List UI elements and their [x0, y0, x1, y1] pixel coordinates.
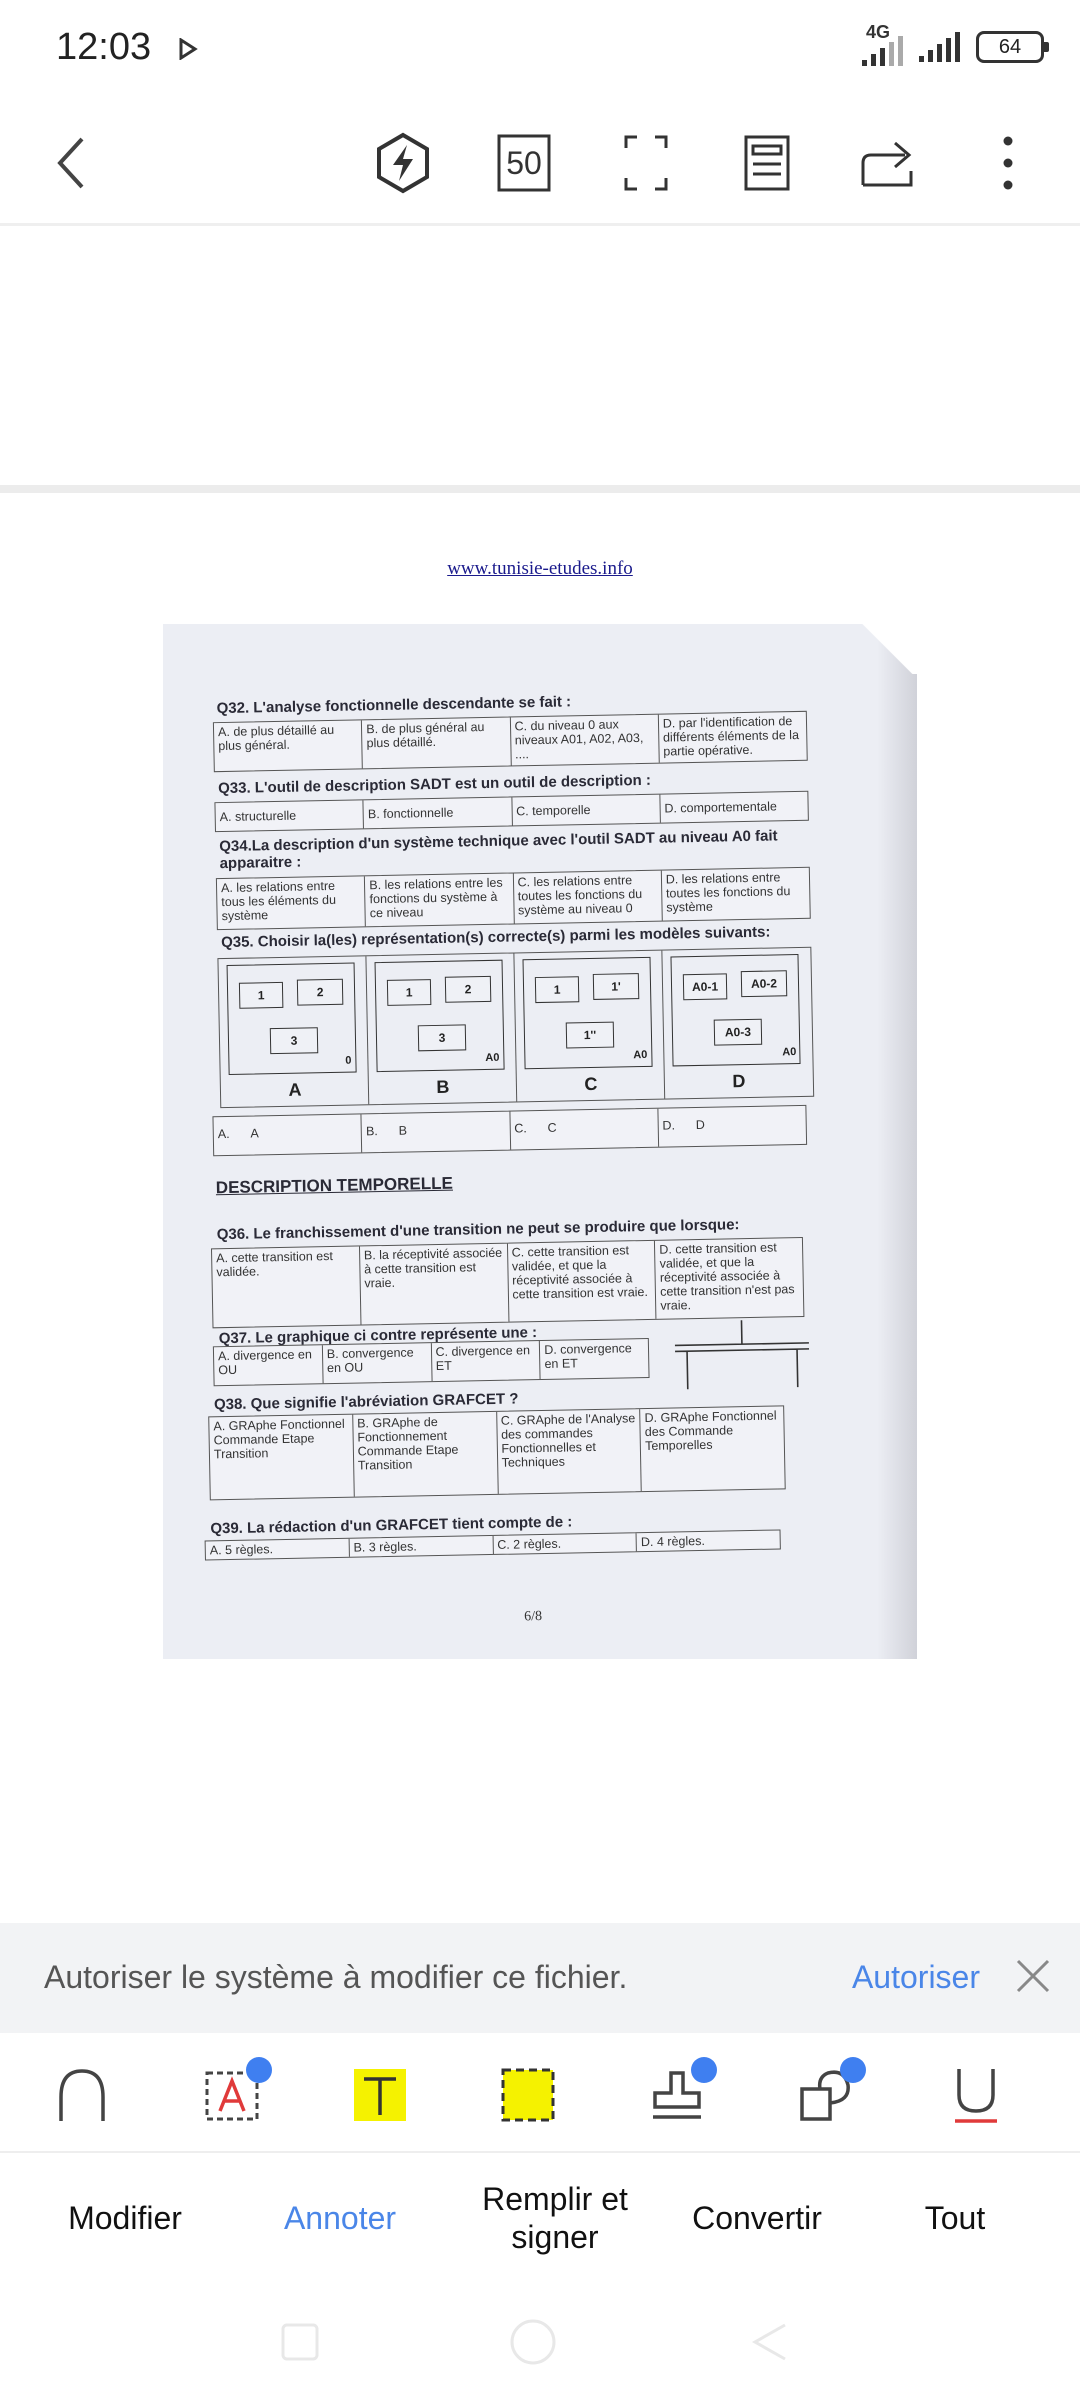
q39-option-a: A. 5 règles.: [206, 1539, 350, 1560]
tab-remplir-et-signer[interactable]: Remplir et signer: [482, 2181, 628, 2255]
sadt-box: 1'': [566, 1022, 614, 1049]
q37-options: [213, 1338, 650, 1386]
q37-option-c: C. divergence en ET: [431, 1341, 540, 1381]
tab-tout[interactable]: Tout: [924, 2200, 986, 2236]
q39-option-b: B. 3 règles.: [349, 1536, 493, 1557]
q37-title: Q37. Le graphique ci contre représente une :: [218, 1324, 538, 1348]
sadt-diagram-a: [218, 956, 369, 1107]
permission-banner: [0, 1923, 1080, 2033]
tab-modifier[interactable]: Modifier: [68, 2200, 182, 2236]
permission-message: Autoriser le système à modifier ce fichier.: [44, 1959, 628, 1995]
q37-option-a: A. divergence en OU: [214, 1345, 323, 1385]
q35-answer-c: C. C: [510, 1109, 659, 1150]
q32-options: [213, 711, 808, 772]
q34-option-a: A. les relations entre tous les éléments du système: [217, 876, 366, 929]
q37-option-d: D. convergence en ET: [544, 1341, 632, 1371]
q38-option-a: A. GRAphe Fonctionnel Commande Etape Transition: [209, 1415, 354, 1500]
scan-folded-corner: [847, 624, 917, 674]
q34-option-c: C. les relations entre toutes les fonctions du système au niveau 0: [513, 871, 662, 924]
pdf-page[interactable]: [0, 493, 1080, 1923]
battery-icon: [976, 31, 1044, 63]
more-vertical-icon: [1002, 135, 1014, 191]
sadt-box: 2: [445, 976, 491, 1003]
q35-answers: [212, 1105, 807, 1156]
pen-arc-icon: [57, 2067, 107, 2123]
recent-apps-icon[interactable]: [275, 2317, 325, 2367]
q39-option-c: C. 2 règles.: [493, 1533, 637, 1554]
ink-pen-tool[interactable]: [42, 2055, 122, 2135]
sadt-diagram-c: [514, 951, 665, 1102]
q33-title: Q33. L'outil de description SADT est un outil de description :: [218, 771, 652, 798]
sadt-box: A0-2: [741, 970, 787, 997]
section-title: DESCRIPTION TEMPORELLE: [215, 1173, 454, 1198]
bottom-tab-bar: [0, 2153, 1080, 2283]
sadt-box: 1: [239, 982, 283, 1009]
q32-option-d: D. par l'identification de différents éléments de la partie opérative.: [662, 714, 800, 759]
q38-title: Q38. Que signifie l'abréviation GRAFCET ?: [213, 1390, 519, 1414]
q33-option-d: D. comportementale: [664, 799, 778, 816]
scanned-exam-page: [163, 624, 917, 1659]
q33-option-b: B. fonctionnelle: [364, 797, 513, 828]
signal-icon-sim1: [862, 22, 903, 66]
tab-convertir[interactable]: Convertir: [692, 2200, 822, 2236]
scan-shadow: [877, 624, 917, 1659]
sadt-box: 1: [535, 976, 579, 1003]
chevron-left-icon: [52, 135, 92, 191]
play-store-icon: [178, 38, 198, 60]
sadt-box: 3: [270, 1027, 318, 1054]
sadt-diagram-label: C: [584, 1073, 598, 1095]
q35-answer-a: A. A: [213, 1114, 362, 1155]
status-bar: [0, 0, 1080, 100]
fullscreen-button[interactable]: [608, 125, 684, 201]
page-folio: 6/8: [523, 1609, 543, 1625]
share-button[interactable]: [850, 125, 926, 201]
q34-option-b: B. les relations entre les fonctions du système à ce niveau: [365, 873, 514, 926]
text-highlight-icon: [352, 2067, 408, 2123]
q36-option-b: B. la réceptivité associée à cette transition est vraie.: [360, 1244, 509, 1325]
q38-option-c: C. GRAphe de l'Analyse des commandes Fonctionnelles et Techniques: [497, 1409, 642, 1494]
q36-options: [211, 1237, 804, 1328]
page-count-button[interactable]: [486, 125, 562, 201]
q39-title: Q39. La rédaction d'un GRAFCET tient compte de :: [210, 1513, 573, 1538]
premium-badge-icon: [840, 2057, 866, 2083]
allow-button[interactable]: Autoriser: [851, 1959, 980, 1995]
underline-icon: [951, 2065, 1001, 2125]
q36-option-a: A. cette transition est validée.: [212, 1246, 361, 1327]
q34-options: [216, 867, 811, 930]
page-count: 50: [506, 144, 542, 181]
premium-badge-icon: [246, 2057, 272, 2083]
back-nav-icon[interactable]: [745, 2317, 795, 2367]
q35-title: Q35. Choisir la(les) représentation(s) correcte(s) parmi les modèles suivants:: [220, 923, 771, 952]
q38-options: [208, 1405, 786, 1500]
document-view-icon: [743, 134, 791, 192]
system-navigation-bar: [0, 2283, 1080, 2400]
typewriter-tool[interactable]: [340, 2055, 420, 2135]
q33-options: [214, 791, 808, 832]
sadt-box: A0-3: [714, 1019, 762, 1046]
annotation-toolbar: [0, 2033, 1080, 2153]
sadt-box: 1': [593, 973, 639, 1000]
grafcet-convergence-figure: [666, 1319, 817, 1392]
sadt-box: 3: [418, 1024, 466, 1051]
lightning-hexagon-icon: [373, 131, 433, 195]
home-icon[interactable]: [508, 2317, 558, 2367]
previous-page-area[interactable]: [0, 229, 1080, 485]
q38-option-d: D. GRAphe Fonctionnel des Commande Temporelles: [644, 1408, 777, 1454]
area-highlight-icon: [500, 2067, 556, 2123]
reading-mode-button[interactable]: [729, 125, 805, 201]
q34-option-d: D. les relations entre toutes les fonctions du système: [665, 870, 791, 915]
q32-title: Q32. L'analyse fonctionnelle descendante se fait :: [216, 693, 572, 718]
q39-option-d: D. 4 règles.: [640, 1533, 706, 1550]
q35-diagrams: [217, 947, 814, 1108]
sadt-diagram-label: B: [436, 1076, 450, 1097]
document-url-link[interactable]: www.tunisie-etudes.info: [447, 558, 633, 579]
quick-action-button[interactable]: [365, 125, 441, 201]
status-time: 12:03: [56, 26, 152, 68]
area-highlight-tool[interactable]: [488, 2055, 568, 2135]
q32-option-c: C. du niveau 0 aux niveaux A01, A02, A03, ....: [510, 715, 659, 766]
q34-title: Q34.La description d'un système technique avec l'outil SADT au niveau A0 fait apparaitre :: [219, 827, 778, 873]
shape-tool[interactable]: [786, 2055, 866, 2135]
underline-tool[interactable]: [936, 2055, 1016, 2135]
q36-option-d: D. cette transition est validée, et que la réceptivité associée à cette transition n'est pas vraie.: [659, 1240, 795, 1313]
sadt-box: 2: [297, 979, 343, 1006]
tab-annoter[interactable]: Annoter: [283, 2200, 397, 2236]
q38-option-b: B. GRAphe de Fonctionnement Commande Etape Transition: [353, 1412, 498, 1497]
q33-option-c: C. temporelle: [512, 795, 661, 826]
top-toolbar: [0, 100, 1080, 226]
page-separator: [0, 485, 1080, 493]
sadt-level: 0: [345, 1054, 352, 1067]
sadt-diagram-label: D: [732, 1071, 746, 1092]
sadt-box: 1: [387, 979, 431, 1006]
q32-option-b: B. de plus général au plus détaillé.: [362, 717, 511, 768]
fullscreen-icon: [623, 134, 669, 192]
sadt-level: A0: [782, 1046, 797, 1059]
close-icon[interactable]: [1010, 1953, 1056, 1999]
network-type: 4G: [866, 22, 891, 42]
q35-answer-b: B. B: [362, 1112, 511, 1153]
q36-title: Q36. Le franchissement d'une transition ne peut se produire que lorsque:: [216, 1216, 740, 1244]
signal-icon-sim2: [919, 32, 960, 62]
battery-level: 64: [998, 35, 1022, 58]
q33-option-a: A. structurelle: [215, 800, 364, 831]
q36-option-c: C. cette transition est validée, et que la réceptivité associée à cette transition est vraie.: [507, 1241, 656, 1322]
back-button[interactable]: [34, 125, 110, 201]
premium-badge-icon: [691, 2057, 717, 2083]
sadt-level: A0: [485, 1051, 500, 1065]
status-indicators: [862, 22, 1044, 66]
share-icon: [859, 137, 917, 189]
sadt-diagram-label: A: [288, 1079, 302, 1100]
sadt-diagram-b: [366, 953, 517, 1104]
sadt-diagram-d: [662, 948, 813, 1099]
q32-option-a: A. de plus détaillé au plus général.: [214, 720, 363, 771]
stamp-tool[interactable]: [637, 2055, 717, 2135]
more-options-button[interactable]: [970, 125, 1046, 201]
q37-option-b: B. convergence en OU: [323, 1343, 432, 1383]
q35-answer-d: D. D: [662, 1117, 705, 1133]
text-box-tool[interactable]: [192, 2055, 272, 2135]
sadt-level: A0: [633, 1048, 648, 1062]
sadt-box: A0-1: [683, 973, 727, 1000]
